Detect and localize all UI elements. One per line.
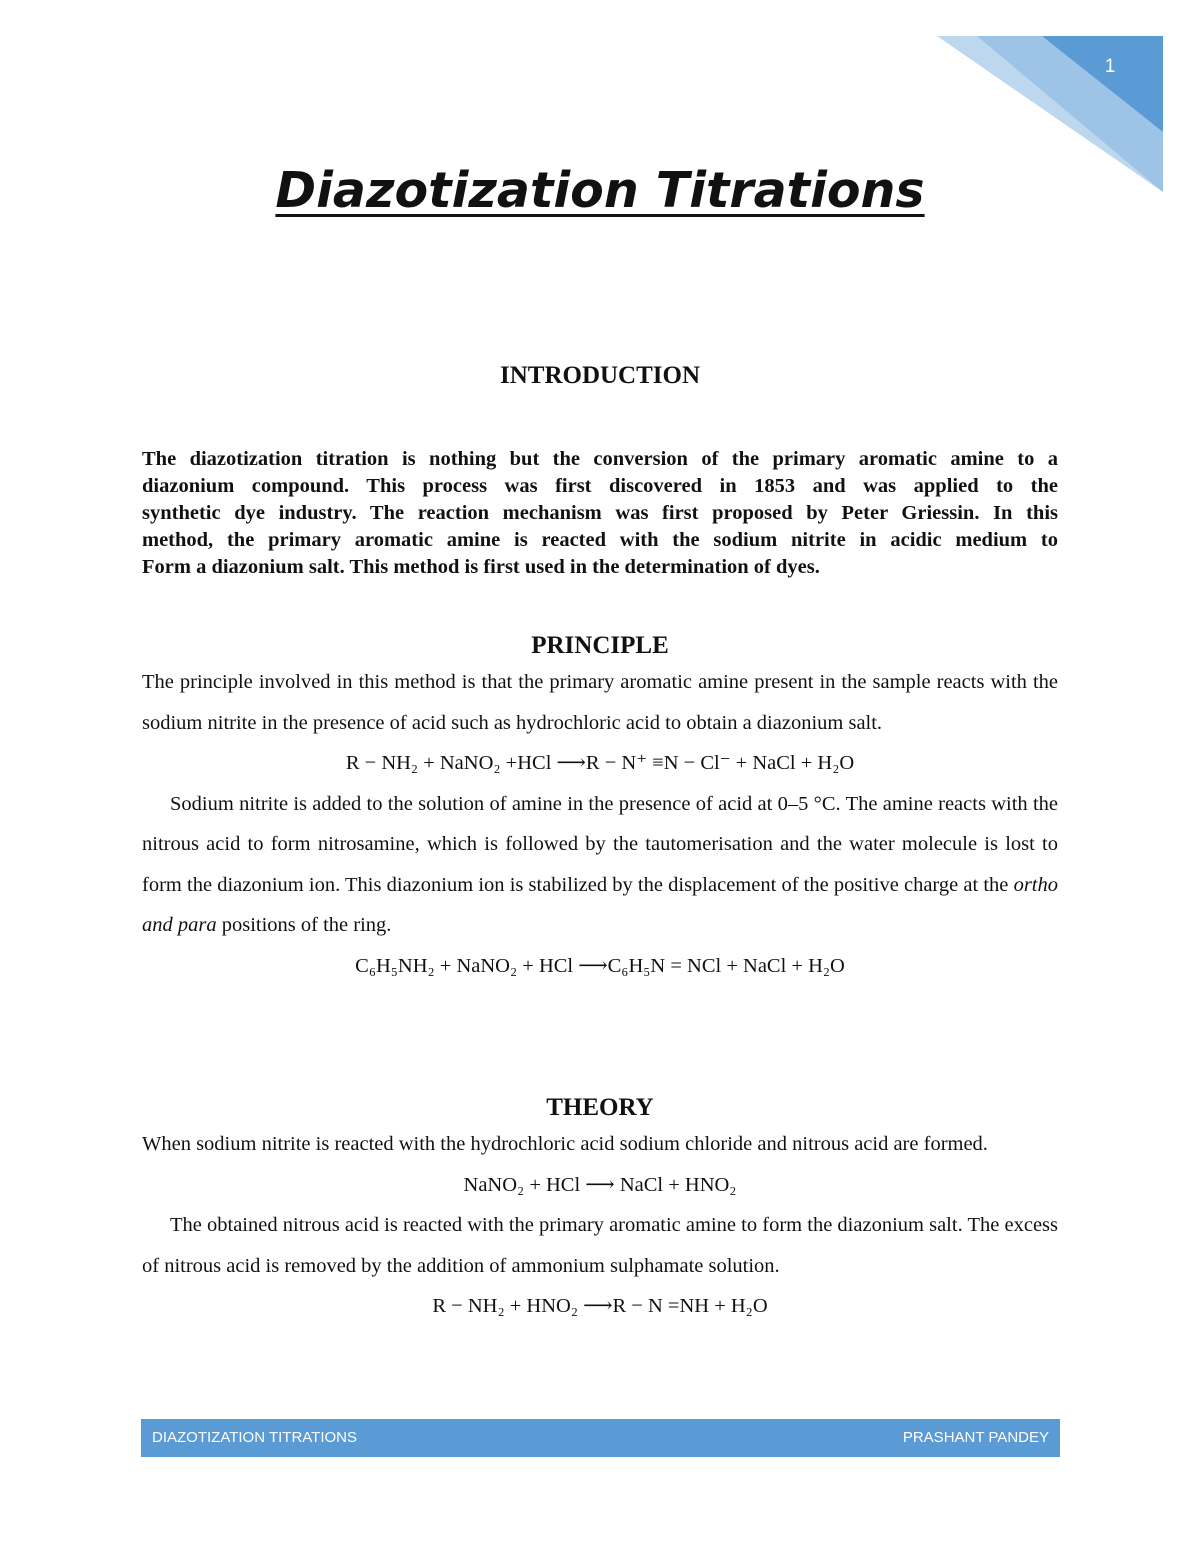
principle-text: Sodium nitrite is added to the solution of amine in the presence of acid at 0–5 °C. The amine reacts with the nitrous acid to form nitrosamine, which is followed by the tautomerisation and the water molecule is lost to form the diazonium ion. This diazonium ion is stabilized by the displacement of the positive charge at the [142, 792, 1058, 896]
principle-paragraph-1: The principle involved in this method is that the primary aromatic amine present in the sample reacts with the sodium nitrite in the presence of acid such as hydrochloric acid to obtain a diazonium salt. [142, 671, 1058, 734]
principle-equation-2: C₆H₅NH₂ + NaNO₂ + HCl ⟶C₆H₅N = NCl + NaCl + H₂O [355, 954, 845, 977]
document-title: Diazotization Titrations [275, 162, 925, 219]
principle-text: positions of the ring. [216, 914, 392, 936]
theory-heading: THEORY [546, 1094, 654, 1121]
footer-author: PRASHANT PANDEY [902, 1429, 1049, 1446]
theory-paragraph-1: When sodium nitrite is reacted with the hydrochloric acid sodium chloride and nitrous acid are formed. [142, 1133, 988, 1155]
principle-section [142, 632, 1058, 986]
intro-line: The diazotization titration is nothing but the conversion of the primary aromatic amine to a [142, 448, 1058, 470]
intro-line: synthetic dye industry. The reaction mechanism was first proposed by Peter Griessin. In this [142, 502, 1058, 524]
introduction-section [142, 362, 1058, 390]
intro-line: method, the primary aromatic amine is reacted with the sodium nitrite in acidic medium to [142, 529, 1058, 551]
theory-equation-2: R − NH₂ + HNO₂ ⟶R − N =NH + H₂O [432, 1295, 768, 1317]
introduction-paragraph [142, 446, 1058, 581]
principle-paragraph-2 [142, 784, 1058, 946]
page-footer [141, 1419, 1060, 1457]
introduction-heading: INTRODUCTION [499, 362, 701, 389]
theory-equation-1: NaNO₂ + HCl ⟶ NaCl + HNO₂ [463, 1173, 737, 1196]
intro-line: Form a diazonium salt. This method is first used in the determination of dyes. [142, 556, 820, 578]
theory-paragraph-2: The obtained nitrous acid is reacted with the primary aromatic amine to form the diazonium salt. The excess of nitrous acid is removed by the addition of ammonium sulphamate solution. [142, 1214, 1058, 1277]
page-number: 1 [1104, 56, 1116, 77]
theory-section [142, 1094, 1058, 1327]
principle-italic-text: ortho and para [142, 873, 1058, 936]
footer-document-title: DIAZOTIZATION TITRATIONS [152, 1429, 357, 1446]
intro-line: diazonium compound. This process was first discovered in 1853 and was applied to the [142, 475, 1058, 497]
principle-heading: PRINCIPLE [531, 632, 669, 659]
principle-equation-1: R − NH₂ + NaNO₂ +HCl ⟶R − N⁺ ≡N − Cl⁻ + NaCl + H₂O [345, 752, 855, 774]
